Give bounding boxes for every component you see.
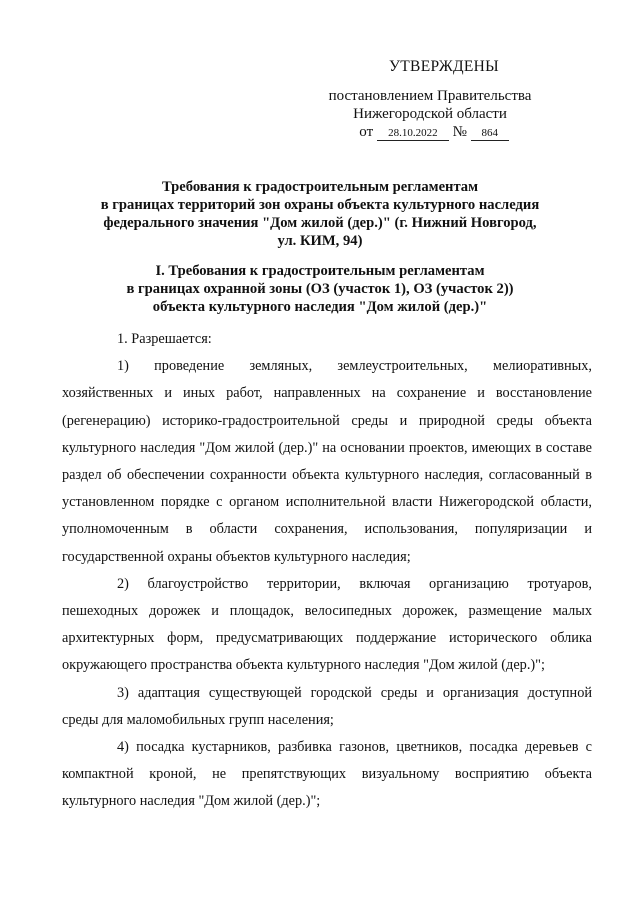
approval-title: УТВЕРЖДЕНЫ — [389, 58, 499, 75]
paragraph-item-3: 3) адаптация существующей городской среды и организация доступной среды для маломобильных групп населения; — [62, 684, 592, 728]
paragraph-item-2: 2) благоустройство территории, включая организацию тротуаров, пешеходных дорожек и площадок, велосипедных дорожек, размещение малых архитектурных форм, предусматривающих поддержание исторического облика окружающего пространства объекта культурного наследия "Дом жилой (дер.)"; — [62, 575, 592, 674]
approval-date-row — [290, 123, 570, 141]
paragraph-permitted: 1. Разрешается: — [117, 331, 212, 347]
paragraph-item-4: 4) посадка кустарников, разбивка газонов, цветников, посадка деревьев с компактной кроной, не препятствующих визуальному восприятию объекта культурного наследия "Дом жилой (дер.)"; — [62, 739, 592, 810]
document-body — [62, 326, 592, 816]
approval-line-1: постановлением Правительства — [328, 88, 532, 104]
approval-stamp — [290, 58, 570, 141]
document-title — [60, 178, 580, 250]
section-heading-line: объекта культурного наследия "Дом жилой (дер.)" — [152, 299, 488, 315]
paragraph-item-1: 1) проведение земляных, землеустроительных, мелиоративных, хозяйственных и иных работ, направленных на сохранение и восстановление (регенерацию) историко-градостроительной среды и природной среды объекта культурного наследия "Дом жилой (дер.)" на основании проектов, имеющих в составе раздел об обеспечении сохранности объекта культурного наследия, согласованный в установленном порядке с органом исполнительной власти Нижегородской области, уполномоченным в области сохранения, использования, популяризации и государственной охраны объектов культурного наследия; — [62, 358, 592, 565]
title-line: ул. КИМ, 94) — [277, 233, 363, 249]
title-line: в границах территорий зон охраны объекта культурного наследия — [100, 197, 540, 213]
section-heading — [60, 262, 580, 316]
title-line: Требования к градостроительным регламентам — [161, 179, 479, 195]
approval-number: 864 — [471, 126, 509, 141]
section-heading-line: I. Требования к градостроительным регламентам — [155, 263, 485, 279]
section-heading-line: в границах охранной зоны (ОЗ (участок 1), ОЗ (участок 2)) — [126, 281, 514, 297]
title-line: федерального значения "Дом жилой (дер.)" (г. Нижний Новгород, — [103, 215, 537, 231]
approval-line-2: Нижегородской области — [353, 106, 507, 122]
approval-number-label: № — [452, 124, 467, 140]
approval-date: 28.10.2022 — [377, 126, 449, 141]
approval-from-label: от — [359, 124, 374, 140]
